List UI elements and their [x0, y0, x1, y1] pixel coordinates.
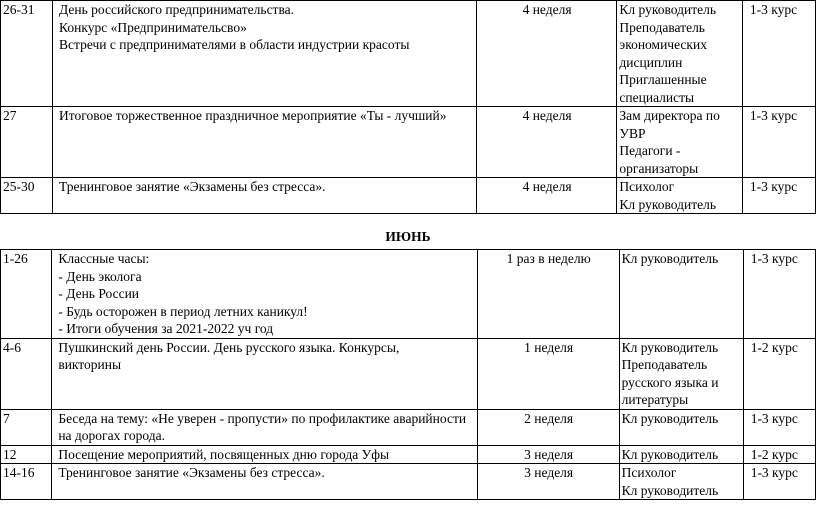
responsible-cell-line: Приглашенные [619, 72, 707, 87]
course-cell: 1-2 курс [743, 338, 815, 409]
event-cell-line: - День эколога [58, 268, 142, 284]
event-cell-line: Классные часы: [58, 251, 150, 266]
responsible-cell-line: Кл руководитель [619, 196, 716, 212]
term-cell: 3 неделя [477, 464, 619, 500]
table-row [1, 445, 816, 464]
table-row [1, 1, 816, 107]
term-cell: 1 раз в неделю [477, 250, 619, 339]
course-cell: 1-3 курс [742, 1, 815, 107]
event-cell-line: Конкурс «Предпринимательсво» [59, 19, 247, 35]
responsible-cell-line: Зам директора по [619, 108, 720, 123]
event-cell-line: викторины [58, 357, 122, 372]
event-cell-line: Посещение мероприятий, посвященных дню города Уфы [58, 446, 390, 462]
responsible-cell [617, 107, 743, 178]
responsible-cell [619, 338, 743, 409]
event-cell [52, 445, 477, 464]
table-row [1, 107, 816, 178]
event-cell-line: Беседа на тему: «Не уверен - пропусти» по профилактике аварийности [58, 410, 467, 426]
course-cell: 1-3 курс [742, 107, 815, 178]
event-cell [52, 250, 477, 339]
responsible-cell-line: литературы [621, 392, 689, 407]
responsible-cell-line: Психолог [621, 465, 677, 480]
event-cell-line: - Будь осторожен в период летних каникул! [58, 303, 308, 319]
responsible-cell-line: Педагоги - [619, 143, 681, 158]
event-cell [53, 178, 477, 214]
event-cell-line: День российского предпринимательства. [59, 2, 295, 17]
responsible-cell-line: Кл руководитель [621, 482, 719, 498]
event-cell-line: Пушкинский день России. День русского языка. Конкурсы, [58, 339, 400, 355]
term-cell: 1 неделя [477, 338, 619, 409]
schedule-table-june [0, 249, 816, 500]
responsible-cell-line: Преподаватель [621, 357, 708, 372]
event-cell-line: Встречи с предпринимателями в области индустрии красоты [59, 37, 410, 52]
responsible-cell-line: организаторы [619, 160, 699, 176]
course-cell: 1-2 курс [743, 445, 815, 464]
event-cell-line: - Итоги обучения за 2021-2022 уч год [58, 321, 274, 336]
period-cell: 4-6 [1, 338, 52, 409]
responsible-cell-line: дисциплин [619, 54, 683, 70]
responsible-cell-line: Кл руководитель [619, 2, 716, 17]
schedule-table-may [0, 0, 816, 214]
period-cell: 26-31 [1, 1, 53, 107]
term-cell: 4 неделя [476, 178, 617, 214]
responsible-cell-line: Кл руководитель [621, 410, 719, 426]
responsible-cell [619, 250, 743, 339]
event-cell [53, 1, 477, 107]
table-row [1, 250, 816, 339]
table-row [1, 409, 816, 445]
event-cell [52, 409, 477, 445]
responsible-cell [619, 445, 743, 464]
term-cell: 3 неделя [477, 445, 619, 464]
course-cell: 1-3 курс [743, 409, 815, 445]
responsible-cell-line: Кл руководитель [621, 251, 719, 266]
table-row [1, 178, 816, 214]
responsible-cell-line: Преподаватель [619, 19, 705, 35]
period-cell: 27 [1, 107, 53, 178]
period-cell: 7 [1, 409, 52, 445]
event-cell [52, 464, 477, 500]
period-cell: 14-16 [1, 464, 52, 500]
table-row [1, 338, 816, 409]
event-cell-line: на дорогах города. [58, 428, 165, 443]
period-cell: 1-26 [1, 250, 52, 339]
event-cell [52, 338, 477, 409]
course-cell: 1-3 курс [742, 178, 815, 214]
responsible-cell-line: экономических [619, 37, 707, 52]
course-cell: 1-3 курс [743, 464, 815, 500]
event-cell-line: Тренинговое занятие «Экзамены без стресса». [59, 179, 326, 194]
responsible-cell-line: Кл руководитель [621, 339, 719, 355]
responsible-cell [617, 178, 743, 214]
event-cell-line: Итоговое торжественное праздничное мероприятие «Ты - лучший» [59, 108, 447, 123]
event-cell-line: - День России [58, 286, 140, 301]
responsible-cell-line: русского языка и [621, 374, 719, 390]
responsible-cell-line: Кл руководитель [621, 446, 719, 462]
term-cell: 4 неделя [476, 107, 617, 178]
term-cell: 2 неделя [477, 409, 619, 445]
table-row [1, 464, 816, 500]
responsible-cell [619, 409, 743, 445]
responsible-cell-line: специалисты [619, 89, 695, 105]
term-cell: 4 неделя [476, 1, 617, 107]
responsible-cell-line: УВР [619, 125, 646, 141]
period-cell: 12 [1, 445, 52, 464]
responsible-cell [617, 1, 743, 107]
responsible-cell-line: Психолог [619, 179, 675, 194]
responsible-cell [619, 464, 743, 500]
course-cell: 1-3 курс [743, 250, 815, 339]
month-heading: ИЮНЬ [385, 229, 431, 244]
event-cell [53, 107, 477, 178]
period-cell: 25-30 [1, 178, 53, 214]
event-cell-line: Тренинговое занятие «Экзамены без стресса». [58, 465, 325, 480]
